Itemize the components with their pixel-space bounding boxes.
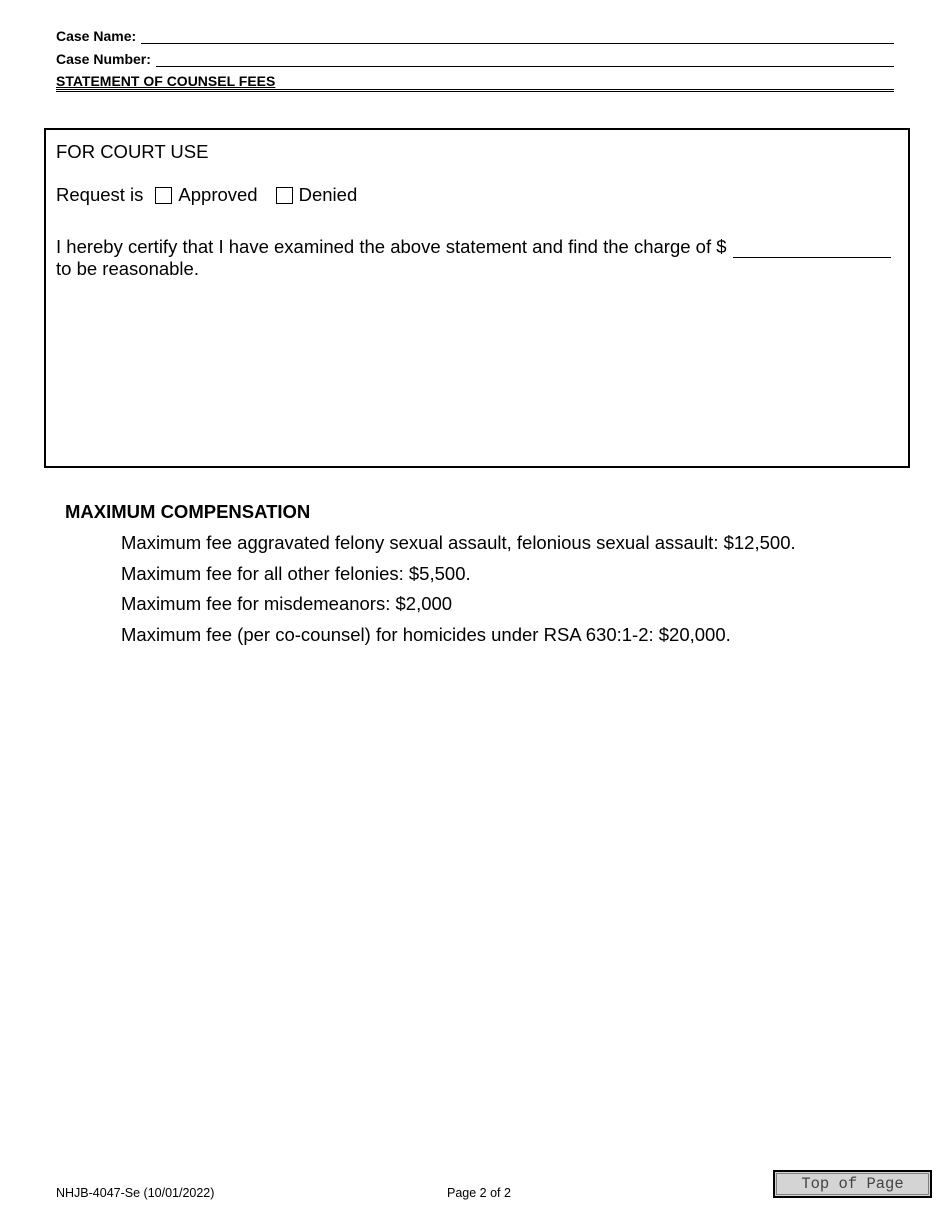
approved-checkbox[interactable] <box>155 187 172 204</box>
case-name-label: Case Name: <box>56 28 137 44</box>
form-id: NHJB-4047-Se (10/01/2022) <box>56 1186 215 1200</box>
court-use-box <box>44 128 910 468</box>
approved-label: Approved <box>178 184 258 205</box>
case-number-label: Case Number: <box>56 51 151 67</box>
max-compensation-heading: MAXIMUM COMPENSATION <box>65 501 311 522</box>
court-use-title: FOR COURT USE <box>56 141 209 162</box>
page-number: Page 2 of 2 <box>447 1186 511 1200</box>
list-item: Maximum fee for all other felonies: $5,500. <box>121 562 471 584</box>
certification-line <box>56 236 891 258</box>
request-label: Request is <box>56 184 144 205</box>
list-item: Maximum fee for misdemeanors: $2,000 <box>121 593 453 614</box>
case-name-row <box>56 28 894 44</box>
form-title-row <box>56 73 894 92</box>
case-number-row <box>56 51 894 67</box>
request-status-row <box>56 184 357 206</box>
case-number-field[interactable] <box>156 53 894 67</box>
top-of-page-button[interactable]: Top of Page <box>773 1170 932 1198</box>
charge-amount-field[interactable] <box>733 241 891 258</box>
denied-checkbox[interactable] <box>276 187 293 204</box>
certify-text-continued: to be reasonable. <box>56 258 199 279</box>
list-item: Maximum fee (per co-counsel) for homicides under RSA 630:1-2: $20,000. <box>121 623 731 645</box>
certify-text: I hereby certify that I have examined the above statement and find the charge of $ <box>56 236 727 257</box>
form-title: STATEMENT OF COUNSEL FEES <box>56 73 276 89</box>
list-item: Maximum fee aggravated felony sexual assault, felonious sexual assault: $12,500. <box>121 532 796 553</box>
denied-label: Denied <box>298 184 358 205</box>
max-fee-list <box>121 532 796 654</box>
case-name-field[interactable] <box>141 30 894 44</box>
